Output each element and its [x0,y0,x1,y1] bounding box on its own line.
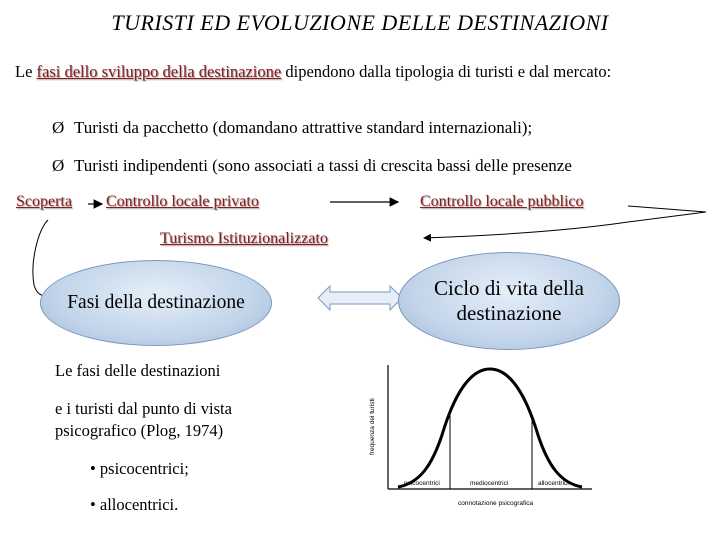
stage-turismo-istituzionalizzato: Turismo Istituzionalizzato [160,230,328,247]
note-line-2: e i turisti dal punto di vista psicografico (Plog, 1974) [55,399,232,440]
stage-controllo-pubblico: Controllo locale pubblico [420,193,584,210]
double-arrow-icon [318,286,402,310]
bullet-text-2: Turisti indipendenti (sono associati a tassi di crescita bassi delle presenze [73,156,572,175]
bell-curve [398,369,582,487]
y-axis-label: frequenza dei turisti [369,398,376,455]
label-allocentrici: allocentrici [538,480,569,487]
intro-prefix: Le [15,62,37,81]
circle-label: Ciclo di vita della destinazione [434,276,584,325]
note-line-1: Le fasi delle destinazioni [55,361,221,380]
note-item-2: • allocentrici. [90,495,179,514]
x-axis-label: connotazione psicografica [458,500,534,507]
bullet-text-1: Turisti da pacchetto (domandano attrattive standard internazionali); [73,118,533,137]
fasi-destinazione-ellipse [40,260,272,346]
label-mediocentrici: mediocentrici [470,480,509,487]
arrow-bullet-icon: Ø [52,118,65,137]
stage-controllo-privato: Controllo locale privato [106,193,259,210]
label-psicocentrici: psicocentrici [404,480,440,487]
note-item-1: • psicocentrici; [90,459,189,478]
ciclo-vita-ellipse [398,252,620,350]
arrow-bullet-icon: Ø [52,156,65,175]
intro-suffix: dipendono dalla tipologia di turisti e dal mercato: [281,62,612,81]
plog-curve-figure [360,355,610,515]
intro-link: fasi dello sviluppo della destinazione [36,62,282,81]
ellipse-label: Fasi della destinazione [67,292,245,313]
page-title: TURISTI ED EVOLUZIONE DELLE DESTINAZIONI [111,10,609,35]
curve-connector [33,220,48,295]
stage-scoperta: Scoperta [16,193,72,210]
